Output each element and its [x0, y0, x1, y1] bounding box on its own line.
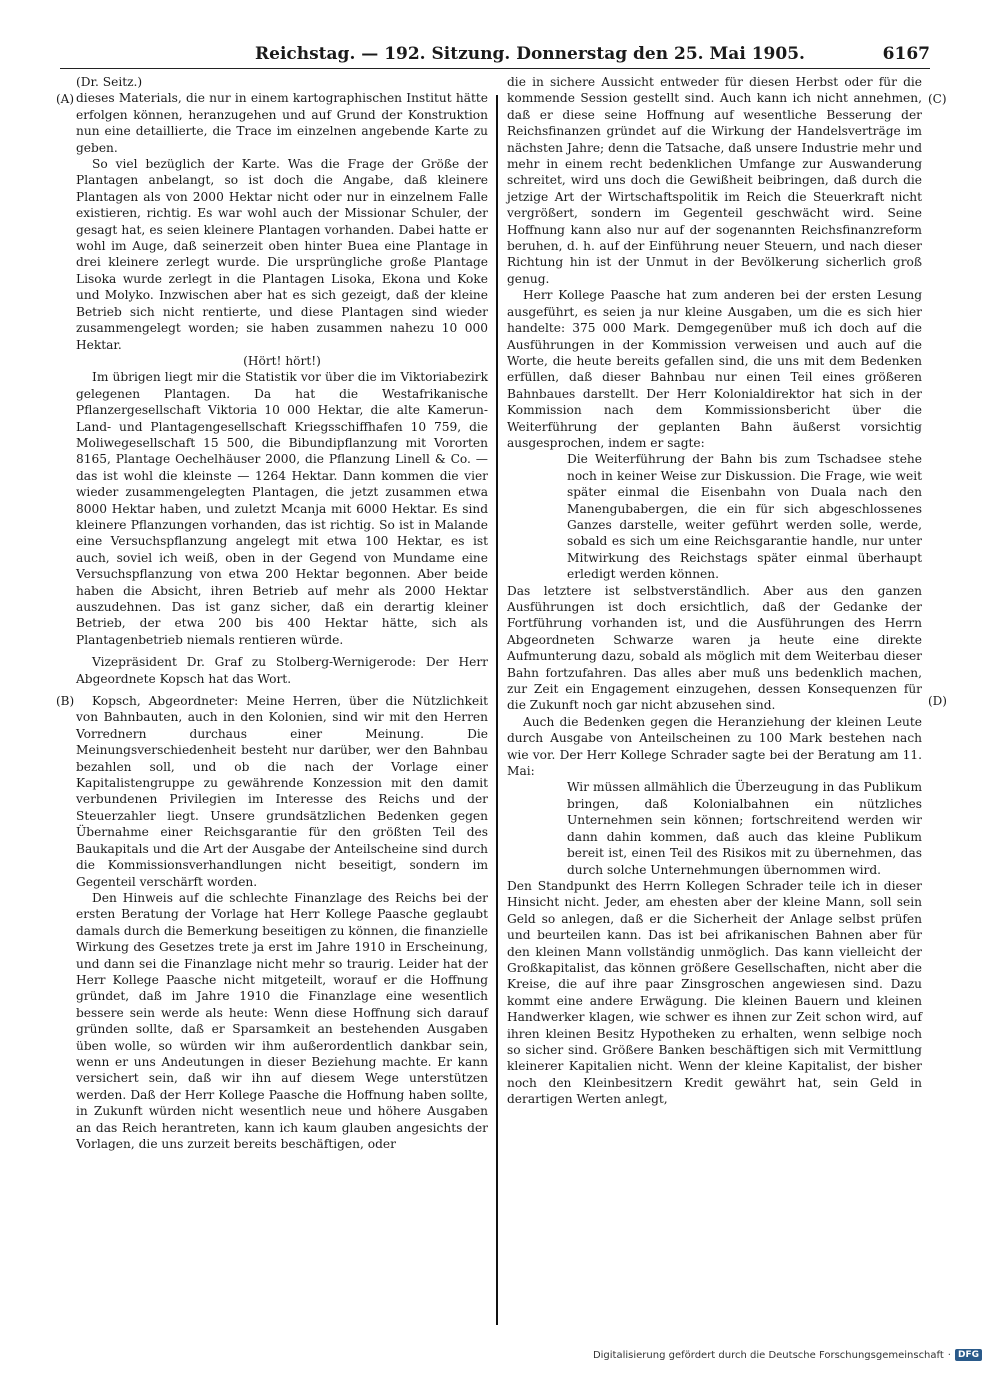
page-header	[60, 44, 930, 68]
paragraph: (Hört! hört!)	[243, 353, 321, 368]
footer: Digitalisierung gefördert durch die Deutsche Forschungsgemeinschaft · DFG	[593, 1349, 982, 1361]
paragraph: Vizepräsident Dr. Graf zu Stolberg-Wernigerode: Der Herr Abgeordnete Kopsch hat das Wort.	[76, 655, 488, 686]
header-rule	[60, 68, 930, 69]
column-divider	[496, 95, 498, 1325]
paragraph: Wir müssen allmählich die Überzeugung in das Publikum bringen, daß Kolonialbahnen ein nützliches Unternehmen sein können; fortschreitend werden wir dann dahin kommen, daß auch das kleine Publikum bereit ist, einen Teil des Risikos mit zu übernehmen, das durch solche Unternehmungen übernommen wird.	[567, 780, 922, 877]
margin-marker-d: (D)	[928, 694, 947, 708]
right-column	[507, 74, 922, 1108]
paragraph: Den Hinweis auf die schlechte Finanzlage des Reichs bei der ersten Beratung der Vorlage hat Herr Kollege Paasche geglaubt damals durch die Bemerkung beseitigen zu können, die finanzielle Wirkung des Gesetzes trete ja erst im Jahre 1910 in Erscheinung, und dann sei die Finanzlage nicht mehr so traurig. Leider hat der Herr Kollege Paasche nicht mitgeteilt, worauf er die Hoffnung gründet, daß im Jahre 1910 die Finanzlage eine wesentlich bessere sein werde als heute: Wenn diese Hoffnung sich darauf gründen sollte, daß er Sparsamkeit an bestehenden Ausgaben üben wolle, so würden wir ihm außerordentlich dankbar sein, wenn er uns Andeutungen in dieser Beziehung machte. Er kann versichert sein, daß wir ihn auf diesem Wege unterstützen werden. Daß der Herr Kollege Paasche die Hoffnung haben sollte, in Zukunft würden nicht wesentlich neue und höhere Ausgaben an das Reich herantreten, kann ich kaum glauben angesichts der Vorlagen, die uns zurzeit bereits beschäftigen, oder	[76, 890, 488, 1151]
margin-marker-a: (A)	[56, 92, 75, 106]
dfg-logo: DFG	[955, 1349, 982, 1361]
paragraph: Im übrigen liegt mir die Statistik vor über die im Viktoriabezirk gelegenen Plantagen. Da hat die Westafrikanische Pflanzergesellschaft Viktoria 10 000 Hektar, die alte Kamerun-Land- und Plantagengesellschaft Kriegsschiffhafen 10 759, die Moliwegesellschaft 15 500, die Bibundipflanzung mit Vororten 8165, Plantage Oechelhäuser 2000, die Pflanzung Linell & Co. — das ist wohl die kleinste — 1264 Hektar. Dann kommen die vier wieder zusammengelegten Plantagen, die jetzt zusammen etwa 8000 Hektar haben, und zuletzt Mcanja mit 6000 Hektar. Es sind kleinere Pflanzungen vorhanden, das ist richtig. So ist in Malande eine Versuchspflanzung angelegt mit etwa 100 Hektar, es ist auch, soviel ich weiß, oben in der Gegend von Mundame eine Versuchspflanzung von etwa 200 Hektar begonnen. Aber beide haben die Absicht, ihren Betrieb auf mehr als 2000 Hektar auszudehnen. Das ist ganz sicher, daß ein derartig kleiner Betrieb, der etwa 200 bis 400 Hektar hätte, sich als Plantagenbetrieb niemals rentieren würde.	[76, 370, 488, 647]
paragraph: Den Standpunkt des Herrn Kollegen Schrader teile ich in dieser Hinsicht nicht. Jeder, am ehesten aber der kleine Mann, soll sein Geld so anlegen, daß er die Sicherheit der Anlage selbst prüfen und beurteilen kann. Das ist bei afrikanischen Bahnen aber für den kleinen Mann vollständig unmöglich. Das kann vielleicht der Großkapitalist, das können größere Gesellschaften, nicht aber die Kreise, die auf ihre paar Zinsgroschen angewiesen sind. Dazu kommt eine andere Erwägung. Die kleinen Bauern und kleinen Handwerker klagen, wie schwer es ihnen zur Zeit schon wird, auf ihren kleinen Besitz Hypotheken zu erhalten, wenn selbige noch so sicher sind. Größere Banken beschäftigen sich mit Vermittlung kleinerer Kapitalien nicht. Wenn der kleine Kapitalist, der bisher noch den Kleinbesitzern Kredit gewährt hat, sein Geld in derartigen Werten anlegt,	[507, 878, 922, 1107]
page-number: 6167	[882, 44, 930, 64]
paragraph: (Dr. Seitz.)	[76, 75, 143, 89]
paragraph: Auch die Bedenken gegen die Heranziehung der kleinen Leute durch Ausgabe von Anteilscheinen zu 100 Mark bestehen nach wie vor. Der Herr Kollege Schrader sagte bei der Beratung am 11. Mai:	[507, 714, 922, 779]
margin-marker-c: (C)	[928, 92, 947, 106]
paragraph: So viel bezüglich der Karte. Was die Frage der Größe der Plantagen anbelangt, so ist doch die Angabe, daß kleinere Plantagen als von 2000 Hektar nicht oder nur in einzelnem Falle existieren, richtig. Es war wohl auch der Missionar Schuler, der gesagt hat, es seien kleinere Plantagen vorhanden. Dabei hatte er wohl im Auge, daß seinerzeit oben hinter Buea eine Plantage in drei kleinere zerlegt wurde. Die ursprüngliche große Plantage Lisoka wurde zerlegt in die Plantagen Lisoka, Ekona und Koke und Molyko. Inzwischen aber hat es sich gezeigt, daß der kleine Betrieb sich nicht rentierte, und diese Plantagen sind wieder zusammengelegt worden; sie haben zusammen nahezu 10 000 Hektar.	[76, 157, 488, 352]
paragraph: die in sichere Aussicht entweder für diesen Herbst oder für die kommende Session gestellt sind. Auch kann ich nicht annehmen, daß er diese seine Hoffnung auf wesentliche Besserung der Reichsfinanzen gründet auf die Wirkung der Handelsverträge im nächsten Jahre; denn die Tatsache, daß unsere Industrie mehr und mehr in einem recht bedenklichen Umfange zur Auswanderung schreitet, wird uns doch die Gewißheit beibringen, daß durch die jetzige Art der Wirtschaftspolitik im Reich die Steuerkraft nicht vergrößert, sondern im Gegenteil geschwächt wird. Seine Hoffnung kann also nur auf der sogenannten Reichsfinanzreform beruhen, d. h. auf der Einführung neuer Steuern, und nach dieser Richtung hin ist der Unmut in der Bevölkerung sicherlich groß genug.	[507, 75, 922, 286]
paragraph: Kopsch, Abgeordneter: Meine Herren, über die Nützlichkeit von Bahnbauten, auch in den Kolonien, sind wir mit den Herren Vorrednern durchaus einer Meinung. Die Meinungsverschiedenheit besteht nur darüber, wer den Bahnbau bezahlen soll, und ob die nach der Vorlage einer Kapitalistengruppe zu gewährende Konzession mit den damit verbundenen Privilegien im Interesse des Reichs und der Steuerzahler liegt. Unsere grundsätzlichen Bedenken gegen Übernahme einer Reichsgarantie für den größten Teil des Baukapitals und die Art der Ausgabe der Anteilscheine sind durch die Kommissionsverhandlungen nicht beseitigt, sondern im Gegenteil verschärft worden.	[76, 694, 488, 889]
header-title: Reichstag. — 192. Sitzung. Donnerstag den 25. Mai 1905.	[255, 44, 805, 64]
paragraph: dieses Materials, die nur in einem kartographischen Institut hätte erfolgen können, heranzugehen und auf Grund der Konstruktion nun eine detaillierte, die Trace im einzelnen angebende Karte zu geben.	[76, 91, 488, 155]
paragraph: Die Weiterführung der Bahn bis zum Tschadsee stehe noch in keiner Weise zur Diskussion. Die Frage, wie weit später einmal die Eisenbahn von Duala nach den Manengubabergen, die ein für sich abgeschlossenes Ganzes darstelle, weiter geführt werden solle, werde, sobald es sich um eine Reichsgarantie handle, nur unter Mitwirkung des Reichstags später einmal überhaupt erledigt werden können.	[567, 452, 922, 582]
margin-marker-b: (B)	[56, 694, 75, 708]
paragraph: Herr Kollege Paasche hat zum anderen bei der ersten Lesung ausgeführt, es seien ja nur kleine Ausgaben, um die es sich hier handelte: 375 000 Mark. Demgegenüber muß ich doch auf die Ausführungen in der Kommission verweisen und auch auf die Worte, die heute bereits gefallen sind, die uns mit dem Bedenken erfüllen, daß dieser Bahnbau nur einen Teil eines größeren Bahnbaues darstellt. Der Herr Kolonialdirektor hat sich in der Kommission nach dem Kommissionsbericht über die Weiterführung der geplanten Bahn äußerst vorsichtig ausgesprochen, indem er sagte:	[507, 288, 922, 450]
paragraph: Das letztere ist selbstverständlich. Aber aus den ganzen Ausführungen ist doch ersichtlich, daß der Gedanke der Fortführung vorhanden ist, und die Ausführungen des Herrn Abgeordneten Schwarze waren ja heute eine direkte Aufmunterung dazu, sobald als möglich mit dem Weiterbau dieser Bahn fortzufahren. Das alles aber muß uns bedenklich machen, zur Zeit ein Engagement einzugehen, dessen Konsequenzen für die Zukunft noch gar nicht abzusehen sind.	[507, 583, 922, 713]
footer-text: Digitalisierung gefördert durch die Deutsche Forschungsgemeinschaft	[592, 1349, 944, 1361]
left-column	[76, 74, 488, 1152]
